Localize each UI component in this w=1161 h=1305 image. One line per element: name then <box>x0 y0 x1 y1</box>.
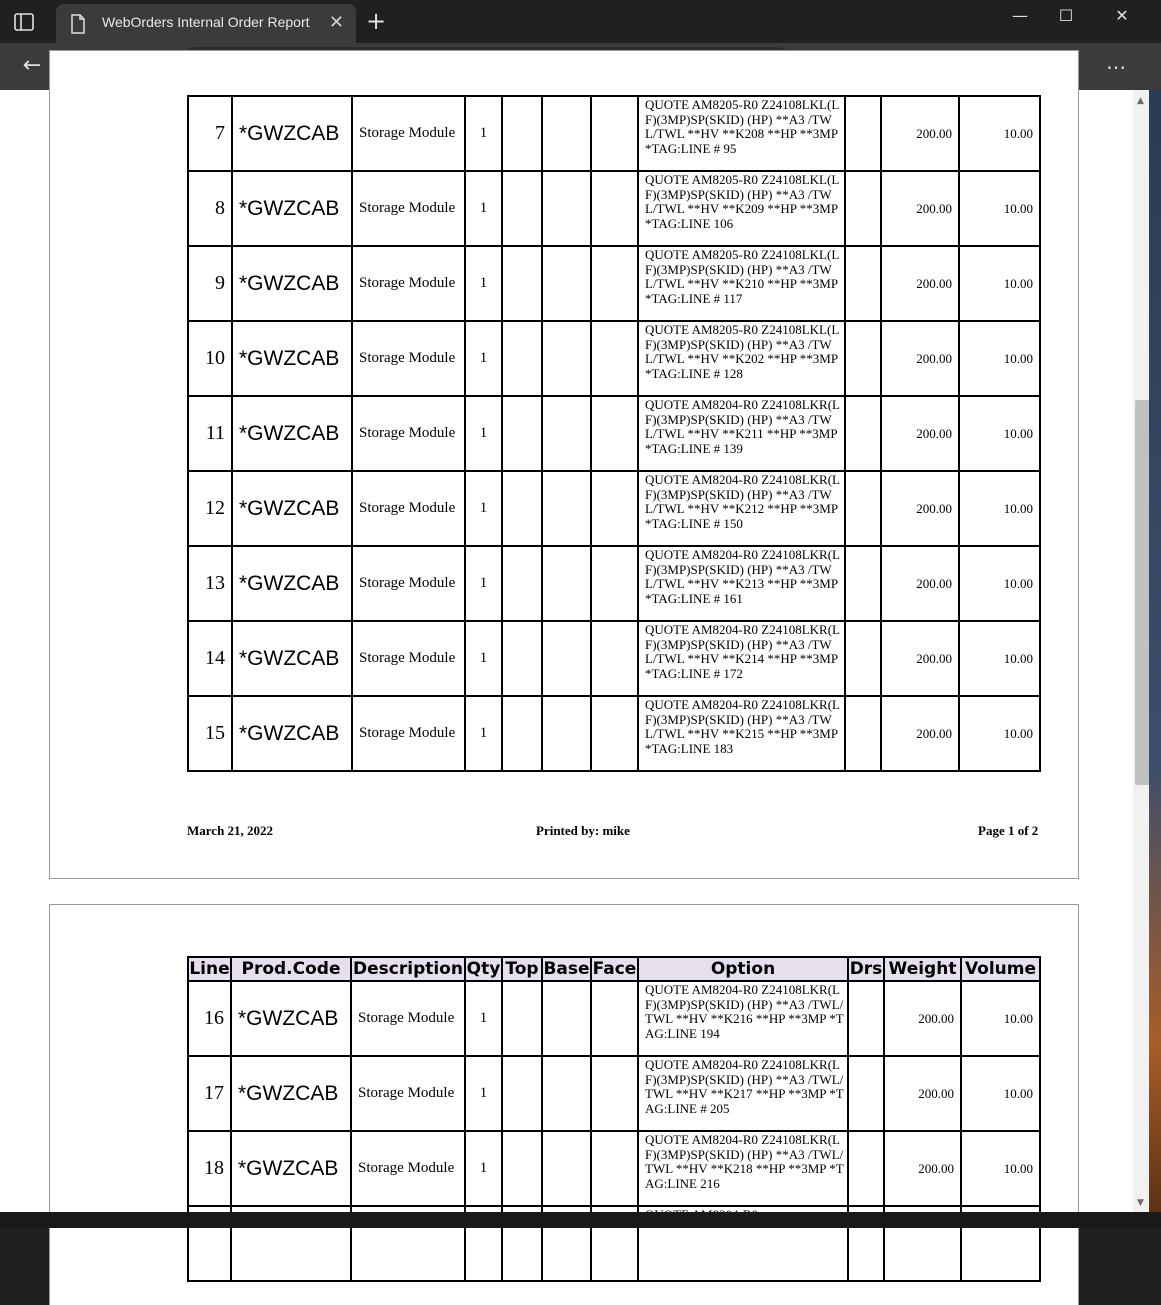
line-number-cell: 8 <box>188 171 232 246</box>
base-cell <box>542 96 591 171</box>
scroll-down-icon[interactable]: ▼ <box>1137 1198 1144 1208</box>
option-cell: QUOTE AM8205-R0 Z24108LKL(LF)(3MP)SP(SKID) (HP) **A3 /TWL/TWL **HV **K209 **HP **3MP *TAG:LINE 106 <box>638 171 845 246</box>
base-cell <box>542 396 591 471</box>
table-row <box>188 471 1040 546</box>
description-cell: Storage Module <box>352 396 465 471</box>
description-cell: Storage Module <box>352 621 465 696</box>
volume-cell: 10.00 <box>959 321 1040 396</box>
weight-cell: 200.00 <box>881 321 959 396</box>
top-cell <box>502 1131 542 1206</box>
header-top: Top <box>502 957 542 981</box>
header-option: Option <box>638 957 848 981</box>
weight-cell: 200.00 <box>881 396 959 471</box>
line-number-cell: 16 <box>188 981 231 1056</box>
line-number-cell: 11 <box>188 396 232 471</box>
table-row <box>188 696 1040 771</box>
top-cell <box>502 621 542 696</box>
close-tab-icon[interactable]: ✕ <box>328 12 344 33</box>
maximize-icon[interactable]: ☐ <box>1058 6 1074 25</box>
volume-cell: 10.00 <box>959 96 1040 171</box>
back-icon[interactable]: ← <box>22 53 42 78</box>
base-cell <box>542 1056 591 1131</box>
report-table-page-2 <box>187 956 1041 1282</box>
page-viewport <box>0 90 1145 1212</box>
line-number-cell: 12 <box>188 471 232 546</box>
volume-cell: 10.00 <box>959 621 1040 696</box>
weight-cell: 200.00 <box>881 246 959 321</box>
qty-cell: 1 <box>465 546 502 621</box>
description-cell: Storage Module <box>352 696 465 771</box>
scroll-up-icon[interactable]: ▲ <box>1137 96 1144 106</box>
weight-cell: 200.00 <box>884 1056 961 1131</box>
base-cell <box>542 471 591 546</box>
option-cell: QUOTE AM8204-R0 Z24108LKR(LF)(3MP)SP(SKID) (HP) **A3 /TWL/TWL **HV **K216 **HP **3MP *TAG:LINE 194 <box>638 981 848 1056</box>
table-row <box>188 621 1040 696</box>
face-cell <box>591 321 638 396</box>
drs-cell <box>845 171 881 246</box>
prod-code-cell: *GWZCAB <box>231 1056 351 1131</box>
volume-cell: 10.00 <box>961 981 1040 1056</box>
minimize-icon[interactable]: — <box>1012 6 1028 25</box>
option-cell: QUOTE AM8204-R0 Z24108LKR(LF)(3MP)SP(SKID) (HP) **A3 /TWL/TWL **HV **K213 **HP **3MP *TAG:LINE # 161 <box>638 546 845 621</box>
header-line: Line <box>189 959 230 979</box>
drs-cell <box>845 696 881 771</box>
top-cell <box>502 246 542 321</box>
table-row <box>188 396 1040 471</box>
top-cell <box>502 396 542 471</box>
line-number-cell: 18 <box>188 1131 231 1206</box>
description-cell: Storage Module <box>352 321 465 396</box>
table-row <box>188 96 1040 171</box>
prod-code-cell: *GWZCAB <box>231 1131 351 1206</box>
drs-cell <box>845 471 881 546</box>
report-rows-page-1 <box>188 96 1040 771</box>
desktop-background <box>1149 90 1161 1212</box>
table-row <box>188 171 1040 246</box>
volume-cell: 10.00 <box>959 471 1040 546</box>
table-row <box>188 1131 1040 1206</box>
drs-cell <box>845 246 881 321</box>
face-cell <box>591 981 638 1056</box>
option-cell: QUOTE AM8205-R0 Z24108LKL(LF)(3MP)SP(SKID) (HP) **A3 /TWL/TWL **HV **K210 **HP **3MP *TAG:LINE # 117 <box>638 246 845 321</box>
weight-cell: 200.00 <box>881 96 959 171</box>
volume-cell: 10.00 <box>959 546 1040 621</box>
qty-cell: 1 <box>465 696 502 771</box>
base-cell <box>542 1131 591 1206</box>
option-cell: QUOTE AM8204-R0 Z24108LKR(LF)(3MP)SP(SKID) (HP) **A3 /TWL/TWL **HV **K214 **HP **3MP *TAG:LINE # 172 <box>638 621 845 696</box>
drs-cell <box>848 1131 884 1206</box>
top-cell <box>502 1056 542 1131</box>
weight-cell: 200.00 <box>884 981 961 1056</box>
drs-cell <box>845 96 881 171</box>
header-base: Base <box>543 959 590 979</box>
base-cell <box>542 171 591 246</box>
line-number-cell: 7 <box>188 96 232 171</box>
qty-cell: 1 <box>465 1056 502 1131</box>
table-row <box>188 981 1040 1056</box>
close-window-icon[interactable]: ✕ <box>1115 6 1129 25</box>
description-cell: Storage Module <box>351 981 465 1056</box>
face-cell <box>591 621 638 696</box>
top-cell <box>502 471 542 546</box>
qty-cell: 1 <box>465 171 502 246</box>
footer-date: March 21, 2022 <box>187 823 274 838</box>
description-cell: Storage Module <box>352 171 465 246</box>
prod-code-cell: *GWZCAB <box>232 621 352 696</box>
drs-cell <box>845 621 881 696</box>
browser-tab-bar <box>0 0 1161 43</box>
base-cell <box>542 546 591 621</box>
prod-code-cell: *GWZCAB <box>232 321 352 396</box>
report-page-2 <box>49 904 1079 1305</box>
weight-cell: 200.00 <box>881 471 959 546</box>
description-cell: Storage Module <box>352 246 465 321</box>
weight-cell: 200.00 <box>881 546 959 621</box>
tab-actions-icon[interactable] <box>12 10 36 34</box>
description-cell: Storage Module <box>351 1131 465 1206</box>
prod-code-cell: *GWZCAB <box>232 471 352 546</box>
option-cell: QUOTE AM8204-R0 Z24108LKR(LF)(3MP)SP(SKID) (HP) **A3 /TWL/TWL **HV **K215 **HP **3MP *TAG:LINE 183 <box>638 696 845 771</box>
base-cell <box>542 246 591 321</box>
top-cell <box>502 696 542 771</box>
prod-code-cell: *GWZCAB <box>232 96 352 171</box>
table-row <box>188 246 1040 321</box>
volume-cell: 10.00 <box>959 696 1040 771</box>
header-face: Face <box>592 959 637 979</box>
option-cell: QUOTE AM8204-R0 Z24108LKR(LF)(3MP)SP(SKID) (HP) **A3 /TWL/TWL **HV **K212 **HP **3MP *TAG:LINE # 150 <box>638 471 845 546</box>
face-cell <box>591 171 638 246</box>
base-cell <box>542 696 591 771</box>
face-cell <box>591 1131 638 1206</box>
qty-cell: 1 <box>465 471 502 546</box>
weight-cell: 200.00 <box>881 621 959 696</box>
weight-cell: 200.00 <box>881 696 959 771</box>
header-weight: Weight <box>884 957 961 981</box>
line-number-cell: 17 <box>188 1056 231 1131</box>
option-cell: QUOTE AM8205-R0 Z24108LKL(LF)(3MP)SP(SKID) (HP) **A3 /TWL/TWL **HV **K202 **HP **3MP *TAG:LINE # 128 <box>638 321 845 396</box>
base-cell <box>542 981 591 1056</box>
table-row <box>188 321 1040 396</box>
qty-cell: 1 <box>465 621 502 696</box>
top-cell <box>502 171 542 246</box>
prod-code-cell: *GWZCAB <box>232 546 352 621</box>
report-rows-page-2 <box>188 981 1040 1281</box>
weight-cell: 200.00 <box>881 171 959 246</box>
face-cell <box>591 96 638 171</box>
drs-cell <box>845 321 881 396</box>
header-description: Description <box>351 957 465 981</box>
qty-cell: 1 <box>465 246 502 321</box>
option-cell: QUOTE AM8204-R0 Z24108LKR(LF)(3MP)SP(SKID) (HP) **A3 /TWL/TWL **HV **K211 **HP **3MP *TAG:LINE # 139 <box>638 396 845 471</box>
footer-page-number: Page 1 of 2 <box>978 823 1039 838</box>
qty-cell: 1 <box>465 1131 502 1206</box>
face-cell <box>591 546 638 621</box>
base-cell <box>542 621 591 696</box>
table-header-row <box>188 957 1040 981</box>
taskbar-edge <box>0 1212 1161 1228</box>
tab-title: WebOrders Internal Order Report <box>102 14 310 30</box>
volume-cell: 10.00 <box>959 396 1040 471</box>
line-number-cell: 13 <box>188 546 232 621</box>
face-cell <box>591 696 638 771</box>
face-cell <box>591 1056 638 1131</box>
face-cell <box>591 471 638 546</box>
volume-cell: 10.00 <box>961 1056 1040 1131</box>
qty-cell: 1 <box>465 396 502 471</box>
qty-cell: 1 <box>465 96 502 171</box>
header-prod-code: Prod.Code <box>231 957 351 981</box>
face-cell <box>591 396 638 471</box>
top-cell <box>502 546 542 621</box>
line-number-cell: 15 <box>188 696 232 771</box>
option-cell: QUOTE AM8204-R0 Z24108LKR(LF)(3MP)SP(SKID) (HP) **A3 /TWL/TWL **HV **K217 **HP **3MP *TAG:LINE # 205 <box>638 1056 848 1131</box>
option-cell: QUOTE AM8205-R0 Z24108LKL(LF)(3MP)SP(SKID) (HP) **A3 /TWL/TWL **HV **K208 **HP **3MP *TAG:LINE # 95 <box>638 96 845 171</box>
active-tab[interactable] <box>56 4 356 43</box>
prod-code-cell: *GWZCAB <box>232 396 352 471</box>
drs-cell <box>848 1056 884 1131</box>
qty-cell: 1 <box>465 321 502 396</box>
weight-cell: 200.00 <box>884 1131 961 1206</box>
header-volume: Volume <box>961 957 1040 981</box>
new-tab-icon[interactable]: + <box>366 7 387 35</box>
description-cell: Storage Module <box>352 471 465 546</box>
base-cell <box>542 321 591 396</box>
volume-cell: 10.00 <box>959 171 1040 246</box>
header-drs: Drs <box>849 959 883 979</box>
top-cell <box>502 981 542 1056</box>
prod-code-cell: *GWZCAB <box>232 246 352 321</box>
vertical-scrollbar[interactable] <box>1133 90 1149 1212</box>
qty-cell: 1 <box>465 981 502 1056</box>
line-number-cell: 9 <box>188 246 232 321</box>
description-cell: Storage Module <box>352 546 465 621</box>
report-table-page-1 <box>187 95 1041 772</box>
prod-code-cell: *GWZCAB <box>232 696 352 771</box>
prod-code-cell: *GWZCAB <box>232 171 352 246</box>
face-cell <box>591 246 638 321</box>
more-options-icon[interactable]: ⋯ <box>1106 55 1126 79</box>
prod-code-cell: *GWZCAB <box>231 981 351 1056</box>
top-cell <box>502 321 542 396</box>
drs-cell <box>845 396 881 471</box>
volume-cell: 10.00 <box>959 246 1040 321</box>
footer-printed-by: Printed by: mike <box>536 823 630 838</box>
header-qty: Qty <box>466 959 501 979</box>
volume-cell: 10.00 <box>961 1131 1040 1206</box>
table-row <box>188 1056 1040 1131</box>
drs-cell <box>845 546 881 621</box>
option-cell: QUOTE AM8204-R0 Z24108LKR(LF)(3MP)SP(SKID) (HP) **A3 /TWL/TWL **HV **K218 **HP **3MP *TAG:LINE 216 <box>638 1131 848 1206</box>
description-cell: Storage Module <box>352 96 465 171</box>
description-cell: Storage Module <box>351 1056 465 1131</box>
line-number-cell: 10 <box>188 321 232 396</box>
drs-cell <box>848 981 884 1056</box>
table-row <box>188 546 1040 621</box>
top-cell <box>502 96 542 171</box>
line-number-cell: 14 <box>188 621 232 696</box>
report-page-1 <box>49 50 1079 879</box>
page-icon <box>70 14 86 39</box>
